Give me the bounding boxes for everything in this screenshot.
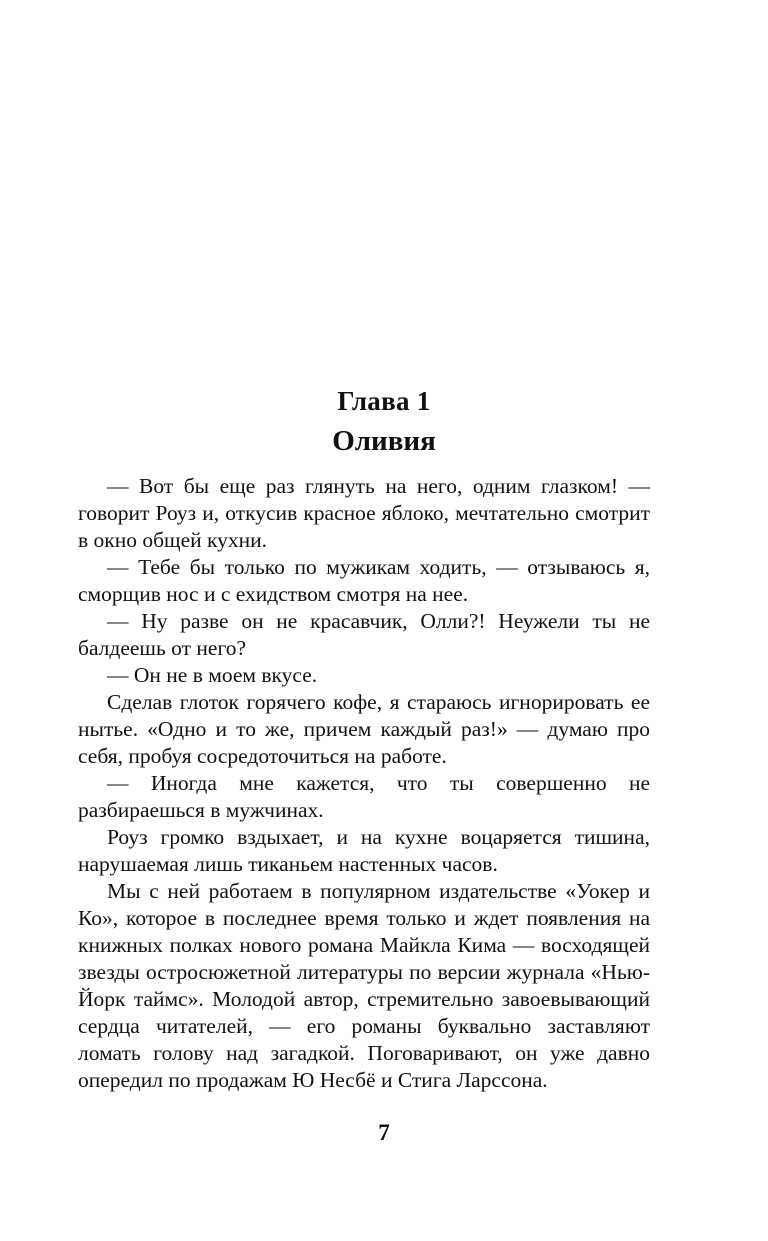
chapter-number: Глава 1 bbox=[337, 386, 431, 416]
paragraph: — Ну разве он не красавчик, Олли?! Неужели ты не балдеешь от него? bbox=[78, 609, 650, 660]
paragraph: — Тебе бы только по мужикам ходить, — отзываюсь я, сморщив нос и с ехидством смотря на нее. bbox=[78, 555, 650, 606]
paragraph: Роуз громко вздыхает, и на кухне воцаряется тишина, нарушаемая лишь тиканьем настенных часов. bbox=[78, 825, 650, 876]
body-text bbox=[78, 473, 650, 1094]
page-number: 7 bbox=[378, 1120, 390, 1145]
paragraph: — Вот бы еще раз глянуть на него, одним глазком! — говорит Роуз и, откусив красное яблоко, мечтательно смотрит в окно общей кухни. bbox=[78, 474, 650, 552]
paragraph: — Он не в моем вкусе. bbox=[107, 663, 318, 687]
chapter-title: Оливия bbox=[332, 425, 436, 457]
paragraph: — Иногда мне кажется, что ты совершенно не разбираешься в мужчинах. bbox=[78, 771, 650, 822]
paragraph: Сделав глоток горячего кофе, я стараюсь игнорировать ее нытье. «Одно и то же, причем каждый раз!» — думаю про себя, пробуя сосредоточиться на работе. bbox=[78, 690, 650, 768]
paragraph: Мы с ней работаем в популярном издательстве «Уокер и Ко», которое в последнее время только и ждет появления на книжных полках нового романа Майкла Кима — восходящей звезды остросюжетной литературы по версии журнала «Нью-Йорк таймс». Молодой автор, стремительно завоевывающий сердца читателей, — его романы буквально заставляют ломать голову над загадкой. Поговаривают, он уже давно опередил по продажам Ю Несбё и Стига Ларссона. bbox=[78, 879, 650, 1092]
